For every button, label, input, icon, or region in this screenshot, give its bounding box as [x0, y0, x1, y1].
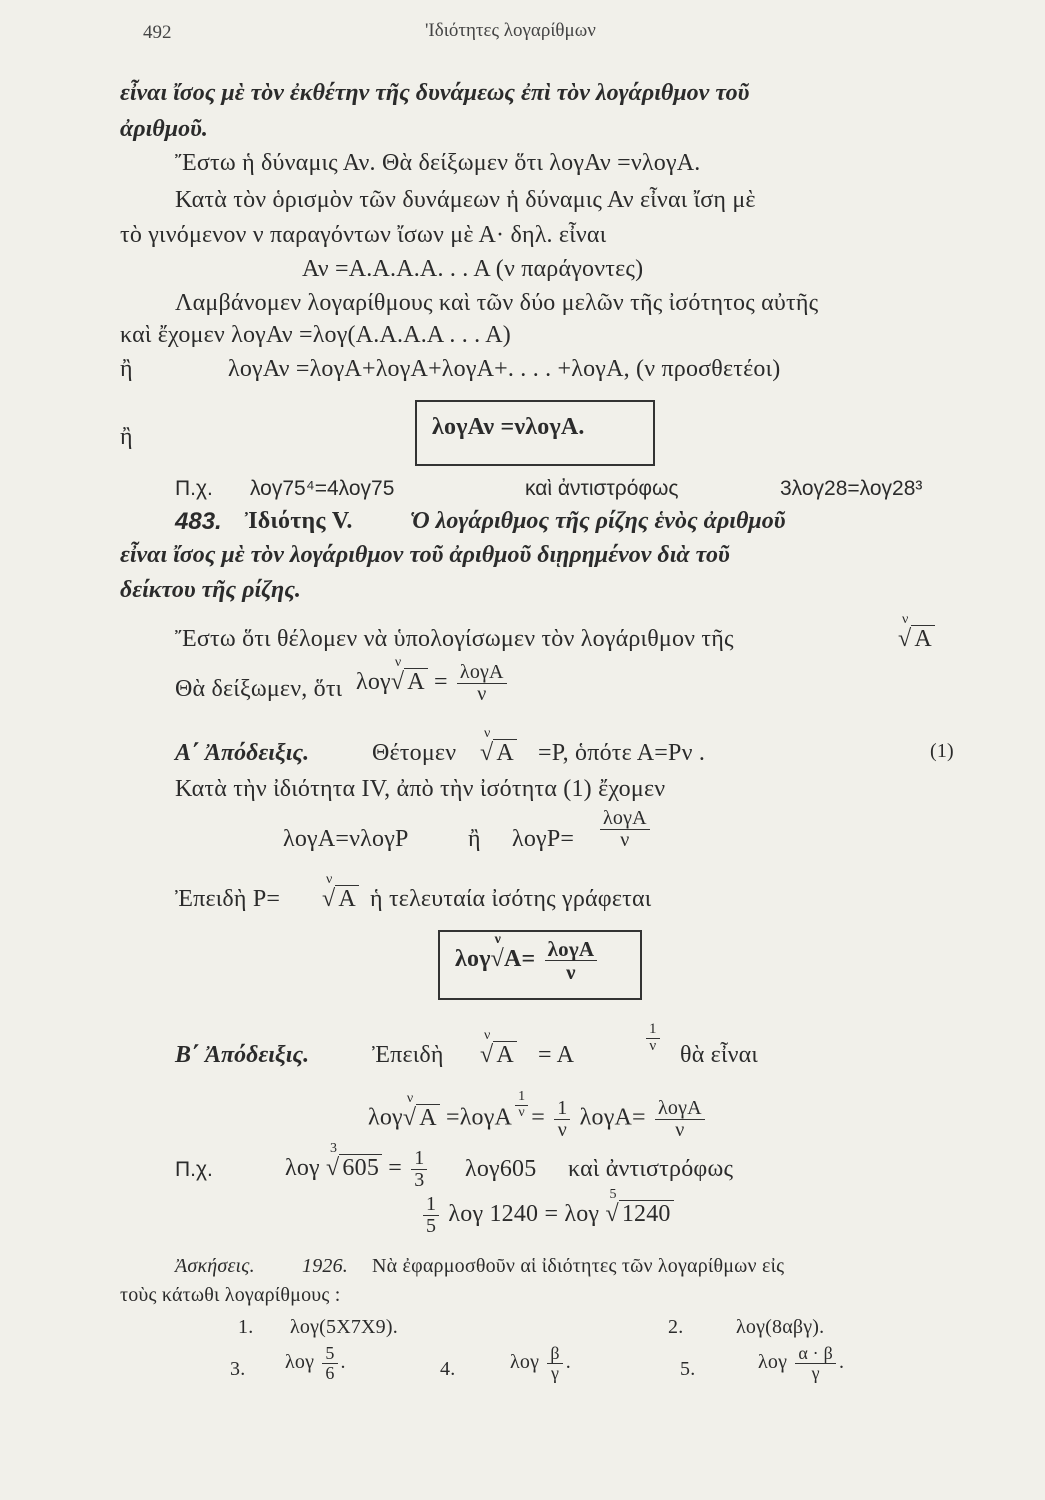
root-index: ν — [326, 872, 333, 887]
equals-sign: = — [433, 669, 448, 696]
proof-b-equation: = Α — [538, 1042, 575, 1068]
text-line-root-log: Ἔστω ὅτι θέλομεν νὰ ὑπολογίσωμεν τὸν λογάριθμον τῆς — [175, 626, 734, 652]
log-label: λογ — [455, 946, 491, 973]
log-label: λογ — [356, 669, 391, 696]
denominator: 3 — [414, 1169, 425, 1191]
example-label-1: Π.χ. — [175, 477, 213, 500]
denominator: 5 — [426, 1215, 437, 1237]
formula-log-root: λογ ν √ Α = $\frac{\text{λογΑ}}{\nu}$ — [356, 662, 510, 705]
denominator: ν — [477, 683, 487, 705]
exercise-item-2-number: 2. — [668, 1316, 684, 1338]
proof-a-equation: =Ρ, ὁπότε Α=Ρν . — [538, 740, 706, 766]
numerator: 1 — [646, 1022, 660, 1039]
equation-log-sum: λογΑν =λογΑ+λογΑ+λογΑ+. . . . +λογΑ, (ν προσθετέοι) — [228, 356, 781, 382]
proof-b-end: θὰ εἶναι — [680, 1042, 759, 1068]
numerator: 1 — [411, 1148, 427, 1170]
equals-sign: = — [445, 1104, 460, 1131]
section-483-title: Ἰδιότης V. — [245, 508, 353, 534]
exercise-item-4-number: 4. — [440, 1358, 456, 1380]
equation-logP: λογΡ= — [512, 826, 575, 852]
exercise-item-3: λογ $\frac{5}{6}$ . — [285, 1343, 346, 1383]
text-line-definition: Κατὰ τὸν ὁρισμὸν τῶν δυνάμεων ἡ δύναμις Αν εἶναι ἴση μὲ — [175, 187, 756, 213]
denominator: ν — [649, 1037, 657, 1054]
text-line-property-iv: Κατὰ τὴν ἰδιότητα IV, ἀπὸ τὴν ἰσότητα (1) ἔχομεν — [175, 776, 666, 802]
page-number: 492 — [143, 22, 172, 43]
exercise-item-3-number: 3. — [230, 1358, 246, 1380]
example-2-conjunction: καὶ ἀντιστρόφως — [568, 1156, 734, 1182]
example-2-reverse-text: λογ 1240 = λογ — [448, 1201, 600, 1228]
equation-number-1: (1) — [930, 740, 954, 762]
root-index: ν — [902, 612, 909, 627]
example-1-reverse-formula: 3λογ28=λογ28³ — [780, 477, 923, 500]
exercise-item-5: λογ $\frac{\alpha \cdot \beta}{\gamma}$ . — [758, 1343, 845, 1383]
equation-power-product: Αν =Α.Α.Α.Α. . . Α (ν παράγοντες) — [302, 256, 644, 282]
log-label: λογ — [285, 1350, 315, 1373]
denominator: 6 — [325, 1362, 335, 1383]
numerator: λογΑ — [457, 662, 507, 684]
proof-a-root: ν √ Α — [480, 740, 517, 767]
radicand: Α — [493, 739, 517, 766]
running-title: 'Ιδιότητες λογαρίθμων — [425, 20, 596, 41]
log-label: λογ — [758, 1350, 788, 1373]
boxed-formula-power-text: λογΑν =νλογΑ. — [432, 414, 585, 440]
numerator: 1 — [554, 1098, 570, 1120]
denominator: ν — [566, 960, 576, 985]
numerator: β — [547, 1344, 562, 1364]
equation-logA-nu-logP: λογΑ=νλογΡ — [283, 826, 409, 852]
numerator: λογΑ — [600, 808, 650, 830]
numerator: α · β — [795, 1344, 836, 1364]
proof-a-text: Θέτομεν — [372, 740, 457, 766]
since-root: ν √ Α — [322, 886, 359, 913]
section-483-statement-line3: δείκτου τῆς ρίζης. — [120, 577, 301, 603]
exercise-item-4: λογ $\frac{\beta}{\gamma}$ . — [510, 1343, 571, 1383]
root-index: ν — [394, 655, 402, 671]
numerator: λογΑ — [655, 1098, 705, 1120]
equals-sign: = — [521, 946, 536, 973]
proof-b-root: ν √ Α — [480, 1042, 517, 1069]
or-marker-1: ἢ — [120, 356, 133, 382]
root-index: ν — [484, 726, 491, 741]
property-statement-line1: εἶναι ἴσος μὲ τὸν ἐκθέτην τῆς δυνάμεως ἐπὶ τὸν λογάριθμον τοῦ — [120, 80, 750, 106]
exercise-instruction: Νὰ ἐφαρμοσθοῦν αἱ ἰδιότητες τῶν λογαρίθμων εἰς — [372, 1255, 785, 1277]
text-line-since: Ἐπειδὴ Ρ= — [175, 886, 281, 912]
radicand: 605 — [339, 1154, 382, 1181]
log-label: λογ — [368, 1104, 403, 1131]
example-2-log605: λογ605 — [465, 1156, 537, 1182]
radicand: Α — [416, 1104, 440, 1131]
radicand: Α — [335, 885, 359, 912]
exercise-item-1: λογ(5Χ7Χ9). — [290, 1316, 398, 1338]
text-line-take-logs: Λαμβάνομεν λογαρίθμους καὶ τῶν δύο μελῶν τῆς ἰσότητος αὐτῆς — [175, 290, 819, 316]
denominator: ν — [675, 1118, 685, 1141]
denominator: γ — [811, 1362, 820, 1383]
proof-b-text: Ἐπειδὴ — [372, 1042, 444, 1068]
text-line-let-power: Ἔστω ἡ δύναμις Αν. Θὰ δείξωμεν ὅτι λογΑν =νλογΑ. — [175, 150, 701, 176]
exercises-title: Ἀσκήσεις. — [175, 1255, 255, 1277]
or-marker-2: ἢ — [120, 424, 133, 450]
radicand: Α — [911, 625, 935, 652]
property-statement-line2: ἀριθμοῦ. — [120, 116, 208, 142]
example-label-2: Π.χ. — [175, 1158, 213, 1181]
text-line-last-equality: ἡ τελευταία ἰσότης γράφεται — [370, 886, 652, 912]
denominator: γ — [550, 1362, 560, 1383]
radicand: Α — [493, 1041, 517, 1068]
logA-equals: λογΑ= — [579, 1104, 646, 1131]
section-483-statement: Ὁ λογάριθμος τῆς ρίζης ἑνὸς ἀριθμοῦ — [410, 508, 786, 534]
root-index: ν — [406, 1090, 414, 1106]
section-number-483: 483. — [175, 508, 222, 535]
root-index: 3 — [330, 1141, 338, 1157]
exercise-item-1-number: 1. — [238, 1316, 254, 1338]
example-2-reverse: $\frac{1}{5}$ λογ 1240 = λογ 5 √ 1240 — [420, 1194, 674, 1237]
fraction-logA-nu — [597, 808, 653, 851]
numerator: 5 — [322, 1344, 337, 1364]
root-index: ν — [484, 1028, 491, 1043]
radicand: Α — [504, 946, 522, 973]
equation-log-product: καὶ ἔχομεν λογΑν =λογ(Α.Α.Α.Α . . . Α) — [120, 322, 511, 348]
root-index: 5 — [609, 1187, 617, 1203]
text-line-product: τὸ γινόμενον ν παραγόντων ἴσων μὲ Α· δηλ. εἶναι — [120, 222, 607, 248]
denominator: ν — [620, 829, 630, 851]
numerator: 1 — [423, 1194, 439, 1216]
text-line-we-show: Θὰ δείξωμεν, ὅτι — [175, 676, 343, 702]
proof-b-chain: λογ ν √ Α =λογΑ $\frac{1}{\nu}$ = $\frac{1}{\nu}$ λογΑ= $\frac{\text{λογΑ}}{\nu}$ — [368, 1090, 708, 1141]
denominator: ν — [518, 1104, 525, 1120]
log-label: λογΑ — [459, 1104, 513, 1131]
exercise-item-5-number: 5. — [680, 1358, 696, 1380]
numerator: λογΑ — [545, 938, 598, 961]
root-nu-A: ν √ Α — [898, 626, 935, 653]
proof-b-label: Β΄ Ἀπόδειξις. — [175, 1042, 310, 1068]
or-marker-3: ἢ — [468, 826, 481, 852]
denominator: ν — [557, 1118, 567, 1141]
radicand: Α — [404, 668, 428, 695]
equals-sign: = — [388, 1155, 402, 1182]
radicand: 1240 — [619, 1200, 674, 1227]
exercise-instruction-line2: τοὺς κάτωθι λογαρίθμους : — [120, 1284, 341, 1306]
root-index: ν — [494, 932, 502, 948]
numerator: 1 — [515, 1090, 528, 1106]
log-label: λογ — [510, 1350, 540, 1373]
equals-sign: = — [531, 1104, 546, 1131]
example-1-conjunction: καὶ ἀντιστρόφως — [525, 477, 679, 500]
proof-a-label: Α΄ Ἀπόδειξις. — [175, 740, 310, 766]
exponent-one-over-nu — [643, 1022, 663, 1055]
example-1-formula: λογ75⁴=4λογ75 — [250, 477, 395, 500]
section-483-statement-line2: εἶναι ἴσος μὲ τὸν λογάριθμον τοῦ ἀριθμοῦ διῃρημένον διὰ τοῦ — [120, 542, 730, 568]
exercise-item-2: λογ(8αβγ). — [736, 1316, 825, 1338]
log-label: λογ — [285, 1155, 320, 1182]
example-2-root: λογ 3 √ 605 = $\frac{1}{3}$ — [285, 1148, 430, 1191]
boxed-formula-root-text: λογ ν √Α= $\frac{\text{λογΑ}}{\nu}$ — [455, 938, 600, 983]
exercise-number: 1926. — [302, 1255, 348, 1277]
